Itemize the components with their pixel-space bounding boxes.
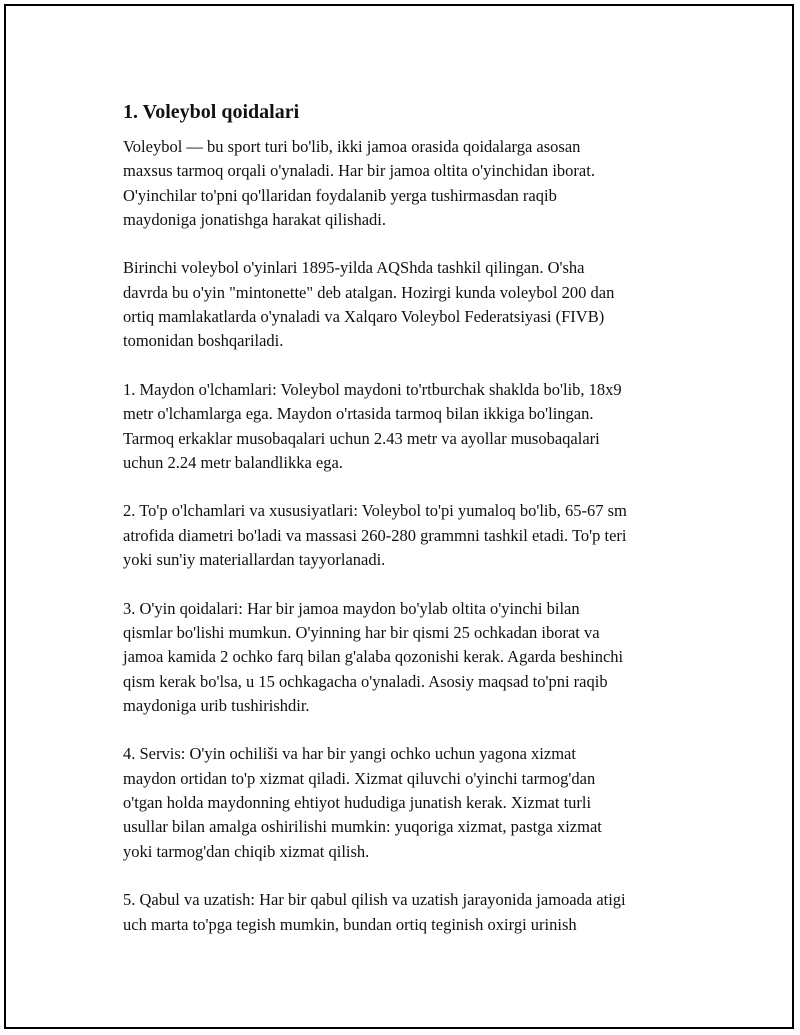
text-line: ortiq mamlakatlarda o'ynaladi va Xalqaro Voleybol Federatsiyasi (FIVB)	[123, 307, 605, 327]
paragraph-reception-passing	[123, 888, 723, 937]
text-line: 3. O'yin qoidalari: Har bir jamoa maydon bo'ylab oltita o'yinchi bilan	[123, 598, 580, 618]
text-line: o'tgan holda maydonning ehtiyot hududiga junatish kerak. Xizmat turli	[123, 793, 592, 813]
text-line: maydoniga jonatishga harakat qilishadi.	[123, 209, 387, 229]
document-page	[4, 4, 794, 1029]
text-line: Voleybol — bu sport turi bo'lib, ikki jamoa orasida qoidalarga asosan	[123, 137, 581, 156]
text-line: davrda bu o'yin "mintonette" deb atalgan. Hozirgi kunda voleybol 200 dan	[123, 282, 615, 302]
text-line: maxsus tarmoq orqali o'ynaladi. Har bir jamoa oltita o'yinchidan iborat.	[123, 161, 595, 181]
paragraph-serve	[123, 742, 723, 863]
text-line: 4. Servis: O'yin ochiliši va har bir yangi ochko uchun yagona xizmat	[123, 744, 576, 764]
text-line: qismlar bo'lishi mumkun. O'yinning har bir qismi 25 ochkadan iborat va	[123, 622, 600, 642]
paragraph-ball-specs	[123, 499, 723, 572]
text-line: jamoa kamida 2 ochko farq bilan g'alaba qozonishi kerak. Agarda beshinchi	[123, 647, 624, 667]
text-line: atrofida diametri bo'ladi va massasi 260-280 grammni tashkil etadi. To'p teri	[123, 525, 627, 545]
text-line: 2. To'p o'lchamlari va xususiyatlari: Voleybol to'pi yumaloq bo'lib, 65-67 sm	[123, 501, 627, 521]
text-line: metr o'lchamlarga ega. Maydon o'rtasida tarmoq bilan ikkiga bo'lingan.	[123, 404, 594, 424]
document-body	[123, 98, 723, 961]
paragraph-intro	[123, 135, 723, 232]
document-title: 1. Voleybol qoidalari	[123, 101, 300, 123]
text-line: O'yinchilar to'pni qo'llaridan foydalanib yerga tushirmasdan raqib	[123, 185, 557, 205]
text-line: maydoniga urib tushirishdir.	[123, 695, 310, 715]
paragraph-game-rules	[123, 597, 723, 718]
paragraph-court-dimensions	[123, 378, 723, 475]
text-line: Tarmoq erkaklar musobaqalari uchun 2.43 metr va ayollar musobaqalari	[123, 428, 600, 448]
text-line: 5. Qabul va uzatish: Har bir qabul qilish va uzatish jarayonida jamoada atigi	[123, 890, 626, 910]
paragraph-history	[123, 256, 723, 353]
text-line: maydon ortidan to'p xizmat qiladi. Xizmat qiluvchi o'yinchi tarmog'dan	[123, 768, 596, 788]
text-line: Birinchi voleybol o'yinlari 1895-yilda AQShda tashkil qilingan. O'sha	[123, 258, 585, 278]
text-line: yoki tarmog'dan chiqib xizmat qilish.	[123, 841, 370, 861]
text-line: usullar bilan amalga oshirilishi mumkin: yuqoriga xizmat, pastga xizmat	[123, 817, 602, 837]
text-line: qism kerak bo'lsa, u 15 ochkagacha o'ynaladi. Asosiy maqsad to'pni raqib	[123, 671, 608, 691]
text-line: uch marta to'pga tegish mumkin, bundan ortiq teginish oxirgi urinish	[123, 914, 577, 934]
text-line: uchun 2.24 metr balandlikka ega.	[123, 452, 343, 472]
text-line: tomonidan boshqariladi.	[123, 331, 284, 351]
text-line: 1. Maydon o'lchamlari: Voleybol maydoni to'rtburchak shaklda bo'lib, 18x9	[123, 379, 622, 399]
text-line: yoki sun'iy materiallardan tayyorlanadi.	[123, 550, 386, 570]
